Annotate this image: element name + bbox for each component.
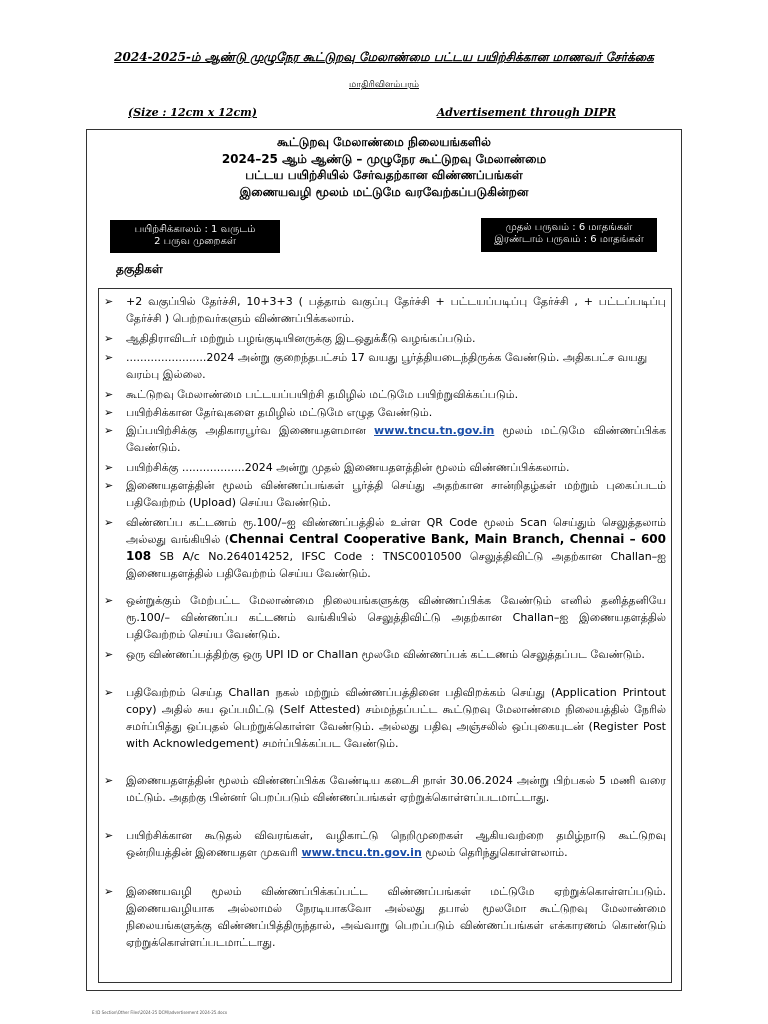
bank-name: Chennai Central Cooperative Bank, Main Branch, Chennai – 600 108	[126, 532, 666, 563]
item-text: .......................2024 அன்று குறைந்தபட்சம் 17 வயது பூர்த்தியடைந்திருக்க வேண்டும். அதிகபட்ச வயது வரம்பு இல்லை.	[126, 351, 648, 381]
list-item	[104, 646, 666, 663]
semester-info-box	[481, 218, 657, 252]
item-text	[126, 422, 666, 456]
item-text-part: SB A/c No.264014252, IFSC Code : TNSC0010500 செலுத்திவிட்டு அதற்கான Challan–ஐ இணையதளத்தில் பதிவேற்றம் செய்ய வேண்டும்.	[126, 550, 666, 580]
arrow-bullet-icon: ➢	[104, 686, 114, 699]
arrow-bullet-icon: ➢	[104, 479, 114, 492]
advertisement-heading	[86, 134, 682, 200]
item-text: ஒரு விண்ணப்பத்திற்கு ஒரு UPI ID or Challan மூலமே விண்ணப்பக் கட்டணம் செலுத்தப்பட வேண்டும்.	[126, 648, 645, 661]
list-item	[104, 330, 666, 347]
item-text: +2 வகுப்பில் தேர்ச்சி, 10+3+3 ( பத்தாம் வகுப்பு தேர்ச்சி + பட்டயப்படிப்பு தேர்ச்சி , + பட்டப்படிப்பு தேர்ச்சி ) பெற்றவர்களும் விண்ணப்பிக்கலாம்.	[126, 295, 666, 325]
arrow-bullet-icon: ➢	[104, 406, 114, 419]
item-text: பயிற்சிக்கான தேர்வுகளை தமிழில் மட்டுமே எழுத வேண்டும்.	[126, 406, 433, 419]
arrow-bullet-icon: ➢	[104, 594, 114, 607]
list-item	[104, 592, 666, 643]
list-item	[104, 477, 666, 511]
item-text: இணையதளத்தின் மூலம் விண்ணப்பங்கள் பூர்த்தி செய்து அதற்கான சான்றிதழ்கள் மற்றும் புகைப்படம் பதிவேற்றம் (Upload) செய்ய வேண்டும்.	[126, 479, 666, 509]
arrow-bullet-icon: ➢	[104, 885, 114, 898]
item-text: இணையவழி மூலம் விண்ணப்பிக்கப்பட்ட விண்ணப்பங்கள் மட்டுமே ஏற்றுக்கொள்ளப்படும். இணையவழியாக அல்லாமல் நேரடியாகவோ அல்லது தபால் மூலமோ கூட்டுறவு மேலாண்மை நிலையங்களுக்கு விண்ணப்பித்திருந்தால், அவ்வாறு பெறப்படும் விண்ணப்பங்கள் எக்காரணம் கொண்டும் ஏற்றுக்கொள்ளப்படமாட்டாது.	[126, 885, 666, 949]
tncu-website-link[interactable]: www.tncu.tn.gov.in	[374, 424, 495, 437]
list-item	[104, 827, 666, 861]
list-item	[104, 404, 666, 421]
arrow-bullet-icon: ➢	[104, 332, 114, 345]
arrow-bullet-icon: ➢	[104, 774, 114, 787]
arrow-bullet-icon: ➢	[104, 295, 114, 308]
heading-line-4: இணையவழி மூலம் மட்டுமே வரவேற்கப்படுகின்றன	[239, 184, 529, 199]
heading-line-3: பட்டய பயிற்சியில் சேர்வதற்கான விண்ணப்பங்கள்	[245, 168, 523, 182]
heading-line-1: கூட்டுறவு மேலாண்மை நிலையங்களில்	[277, 135, 491, 149]
item-text: ஒன்றுக்கும் மேற்பட்ட மேலாண்மை நிலையங்களுக்கு விண்ணப்பிக்க வேண்டும் எனில் தனித்தனியே ரூ.100/– விண்ணப்ப கட்டணம் வங்கியில் செலுத்திவிட்டு அதற்கான Challan–ஐ இணையதளத்தில் பதிவேற்றம் செய்ய வேண்டும்.	[126, 594, 666, 641]
item-text-part: மூலம் தெரிந்துகொள்ளலாம்.	[425, 846, 568, 859]
item-text: இணையதளத்தின் மூலம் விண்ணப்பிக்க வேண்டிய கடைசி நாள் 30.06.2024 அன்று பிற்பகல் 5 மணி வரை மட்டும். அதற்கு பின்னர் பெறப்படும் விண்ணப்பங்கள் ஏற்றுக்கொள்ளப்படமாட்டாது.	[126, 774, 666, 804]
document-title: 2024-2025-ம் ஆண்டு முழுநேர கூட்டுறவு மேலாண்மை பட்டய பயிற்சிக்கான மாணவர் சேர்க்கை	[114, 50, 654, 64]
arrow-bullet-icon: ➢	[104, 351, 114, 364]
document-subtitle: மாதிரிவிளம்பரம்	[349, 80, 419, 90]
item-text: பதிவேற்றம் செய்த Challan நகல் மற்றும் விண்ணப்பத்தினை பதிவிறக்கம் செய்து (Application Printout copy) அதில் சுய ஒப்பமிட்டு (Self Attested) சம்மந்தப்பட்ட கூட்டுறவு மேலாண்மை நிலையத்தில் நேரில் சமர்ப்பித்து ஒப்புதல் பெற்றுக்கொள்ள வேண்டும். அல்லது பதிவு அஞ்சலில் ஒப்புகையுடன் (Register Post with Acknowledgement) சமர்ப்பிக்கப்பட வேண்டும்.	[126, 686, 667, 750]
list-item	[104, 293, 666, 327]
item-text	[126, 827, 666, 861]
heading-line-2: 2024–25 ஆம் ஆண்டு – முழுநேர கூட்டுறவு மேலாண்மை	[221, 151, 547, 166]
list-item	[104, 422, 666, 456]
list-item	[104, 514, 666, 582]
list-item	[104, 459, 666, 476]
item-text-part: இப்பயிற்சிக்கு அதிகாரபூர்வ இணையதளமான	[126, 424, 366, 437]
item-text: ஆதிதிராவிடர் மற்றும் பழங்குடியினருக்கு இடஒதுக்கீடு வழங்கப்படும்.	[126, 332, 476, 345]
item-text-part: விண்ணப்ப கட்டணம் ரூ.100/–ஐ விண்ணப்பத்தில் உள்ள QR Code மூலம் Scan செய்தும் செலுத்தலாம் அல்லது வங்கியில் (	[126, 516, 666, 546]
item-text: கூட்டுறவு மேலாண்மை பட்டயப்பயிற்சி தமிழில் மட்டுமே பயிற்றுவிக்கப்படும்.	[126, 388, 519, 401]
training-duration-line-2: 2 பருவ முறைகள்	[154, 236, 236, 247]
semester-info-line-1: முதல் பருவம் : 6 மாதங்கள்	[505, 222, 633, 233]
item-text: பயிற்சிக்கு ..................2024 அன்று முதல் இணையதளத்தின் மூலம் விண்ணப்பிக்கலாம்.	[126, 461, 570, 474]
arrow-bullet-icon: ➢	[104, 516, 114, 529]
size-note: (Size : 12cm x 12cm)	[128, 106, 258, 119]
training-duration-box	[110, 220, 280, 253]
list-item	[104, 386, 666, 403]
arrow-bullet-icon: ➢	[104, 461, 114, 474]
arrow-bullet-icon: ➢	[104, 829, 114, 842]
semester-info-line-2: இரண்டாம் பருவம் : 6 மாதங்கள்	[494, 234, 644, 245]
arrow-bullet-icon: ➢	[104, 648, 114, 661]
advertisement-note: Advertisement through DIPR	[436, 106, 616, 119]
arrow-bullet-icon: ➢	[104, 388, 114, 401]
tncu-website-link[interactable]: www.tncu.tn.gov.in	[301, 846, 422, 859]
item-text	[126, 514, 666, 582]
arrow-bullet-icon: ➢	[104, 424, 114, 437]
list-item	[104, 772, 666, 806]
training-duration-line-1: பயிற்சிக்காலம் : 1 வருடம்	[134, 224, 256, 235]
item-text-part: பயிற்சிக்கான கூடுதல் விவரங்கள், வழிகாட்டு நெறிமுறைகள் ஆகியவற்றை தமிழ்நாடு கூட்டுறவு ஒன்றியத்தின் இணையதள முகவரி	[126, 829, 666, 859]
file-path-footer: E:\D Section\Other Files\2024-25 DCM\advertisement 2024-25.docx	[92, 1010, 228, 1015]
qualifications-label: தகுதிகள்	[116, 262, 163, 276]
list-item	[104, 684, 666, 752]
item-text-part: மூலம் மட்டுமே விண்ணப்பிக்க வேண்டும்.	[126, 424, 666, 454]
list-item	[104, 883, 666, 951]
list-item	[104, 349, 666, 383]
